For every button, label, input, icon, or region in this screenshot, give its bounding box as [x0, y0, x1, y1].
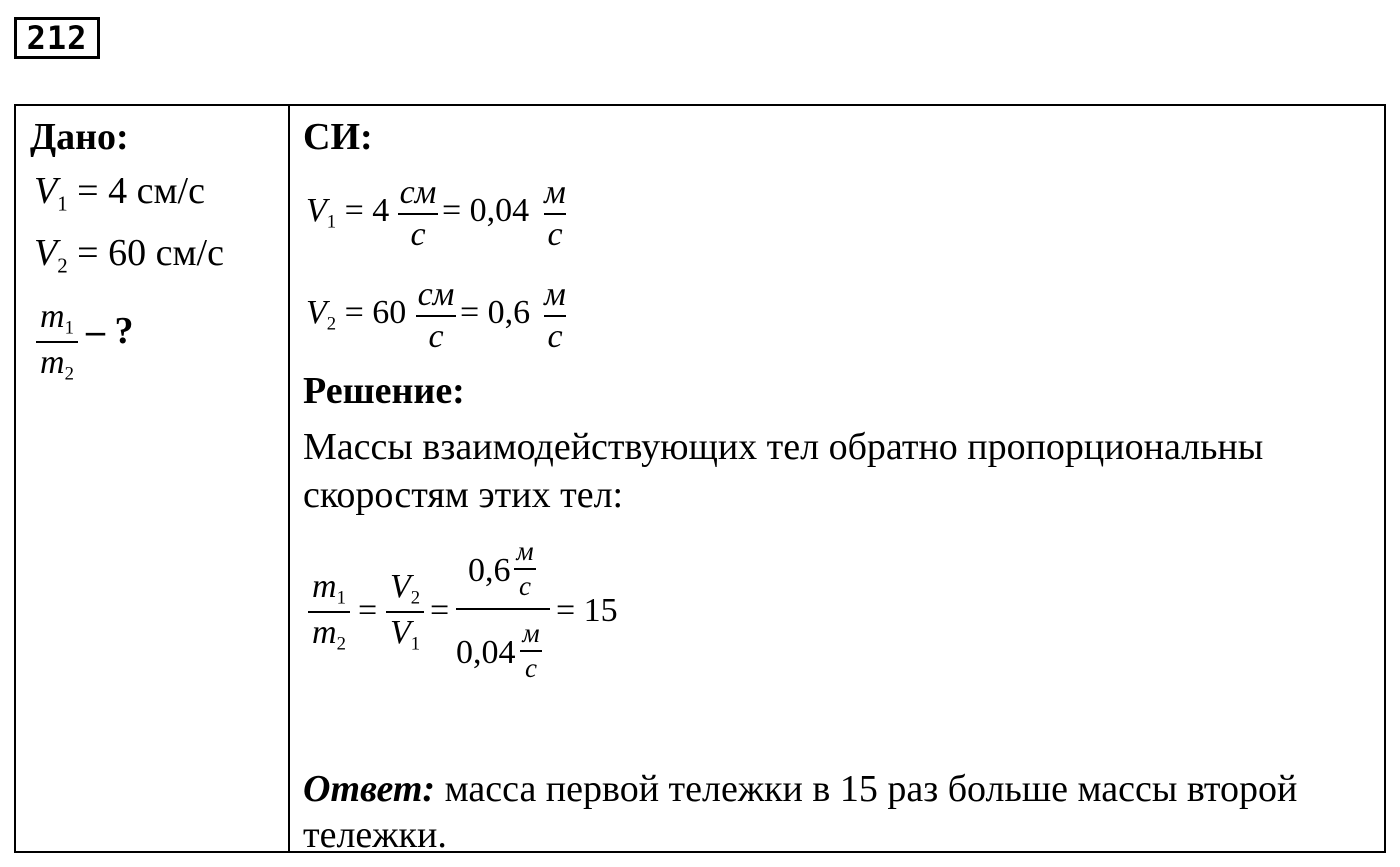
- formula-result: = 15: [556, 592, 618, 629]
- formula-v-ratio: $V_2$ $V_1$: [386, 570, 424, 654]
- formula-big-num-unit: м с: [514, 538, 536, 600]
- formula-big-bar: [456, 608, 550, 610]
- column-divider: [288, 106, 290, 851]
- si-heading: СИ:: [303, 116, 373, 158]
- formula-m-ratio: $m_1$ $m_2$: [308, 570, 350, 654]
- given-v2: $V_2 = 60$ см/с: [34, 232, 224, 278]
- solution-table: [14, 104, 1386, 856]
- formula-big-den-unit: м с: [520, 620, 542, 682]
- given-heading: Дано:: [30, 116, 129, 158]
- given-unknown-fraction: $m_1$ $m_2$: [36, 300, 78, 384]
- si-v1-lhs: $V_1 = 4$: [306, 192, 390, 233]
- solution-text-line1: Массы взаимодействующих тел обратно пропорциональны: [303, 426, 1264, 468]
- si-v2-unit2: м с: [544, 276, 566, 355]
- si-v1-eq2: = 0,04: [442, 192, 530, 229]
- given-unknown-tail: – ?: [86, 310, 134, 352]
- problem-number: 212: [14, 17, 100, 59]
- answer-label: Ответ:: [303, 768, 436, 810]
- si-v1-unit1: см с: [399, 174, 437, 253]
- si-v2-unit1: см с: [417, 276, 455, 355]
- si-v2-eq2: = 0,6: [460, 294, 531, 331]
- formula-big-num: 0,6: [468, 552, 511, 589]
- formula-eq2: =: [430, 592, 450, 629]
- solution-heading: Решение:: [303, 370, 465, 412]
- given-v1: $V_1 = 4$ см/с: [34, 170, 205, 216]
- answer-line1: Ответ: масса первой тележки в 15 раз больше массы второй: [303, 768, 1298, 810]
- si-v2-lhs: $V_2 = 60$: [306, 294, 407, 335]
- si-v1-unit2: м с: [544, 174, 566, 253]
- solution-text-line2: скоростям этих тел:: [303, 474, 624, 516]
- formula-eq1: =: [358, 592, 378, 629]
- formula-big-den: 0,04: [456, 634, 516, 671]
- answer-line2: тележки.: [303, 814, 447, 856]
